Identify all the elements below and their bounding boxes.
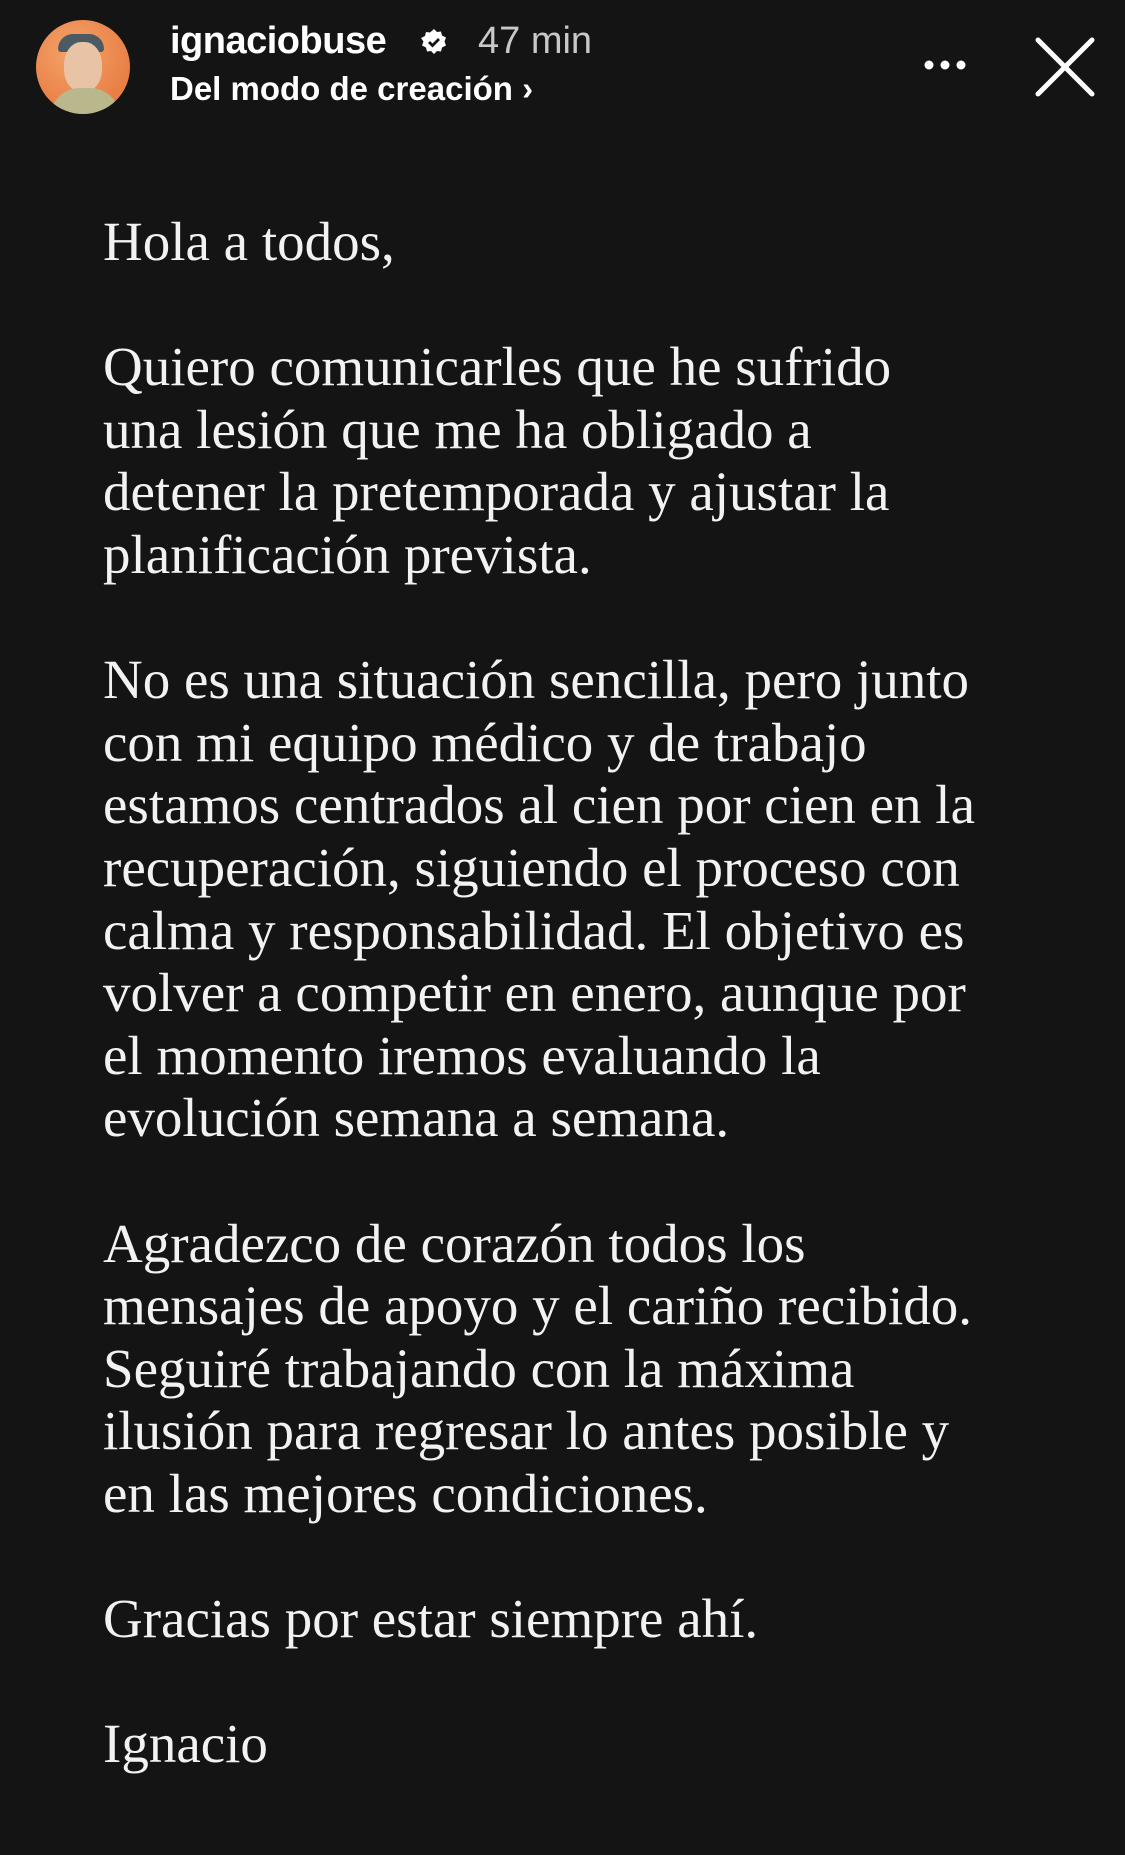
story-line: recuperación, siguiendo el proceso con xyxy=(103,836,960,898)
story-line: Hola a todos, xyxy=(103,211,395,272)
story-line: una lesión que me ha obligado a xyxy=(103,398,812,460)
story-line: Seguiré trabajando con la máxima xyxy=(103,1337,855,1399)
story-line: evolución semana a semana. xyxy=(103,1087,730,1149)
story-line: calma y responsabilidad. El objetivo es xyxy=(103,899,965,961)
close-icon[interactable] xyxy=(1032,34,1098,100)
avatar-face xyxy=(64,42,102,92)
story-line: ilusión para regresar lo antes posible y xyxy=(103,1400,950,1462)
story-line: Agradezco de corazón todos los xyxy=(103,1212,806,1274)
verified-badge-icon xyxy=(420,28,448,56)
more-icon[interactable] xyxy=(920,50,970,80)
story-line xyxy=(103,1651,975,1714)
story-line: con mi equipo médico y de trabajo xyxy=(103,711,867,773)
story-line: detener la pretemporada y ajustar la xyxy=(103,461,890,523)
creation-mode-link[interactable]: Del modo de creación › xyxy=(170,70,534,107)
story-line: Gracias por estar siempre ahí. xyxy=(103,1588,759,1650)
story-line: No es una situación sencilla, pero junto xyxy=(103,649,970,711)
story-line: el momento iremos evaluando la xyxy=(103,1024,821,1086)
story-line: en las mejores condiciones. xyxy=(103,1462,708,1524)
story-line xyxy=(103,1150,975,1213)
story-line: Ignacio xyxy=(103,1713,268,1775)
story-line: estamos centrados al cien por cien en la xyxy=(103,774,975,836)
story-line: volver a competir en enero, aunque por xyxy=(103,962,966,1024)
story-line: planificación prevista. xyxy=(103,523,592,585)
username-link[interactable]: ignaciobuse xyxy=(170,20,387,62)
story-line xyxy=(103,274,975,337)
timestamp: 47 min xyxy=(478,20,593,62)
story-text xyxy=(103,211,975,1776)
avatar-shirt xyxy=(50,88,120,114)
story-line xyxy=(103,587,975,650)
story-line: Quiero comunicarles que he sufrido xyxy=(103,336,892,398)
story-line: mensajes de apoyo y el cariño recibido. xyxy=(103,1275,972,1337)
story-line xyxy=(103,1525,975,1588)
avatar[interactable] xyxy=(36,20,130,114)
